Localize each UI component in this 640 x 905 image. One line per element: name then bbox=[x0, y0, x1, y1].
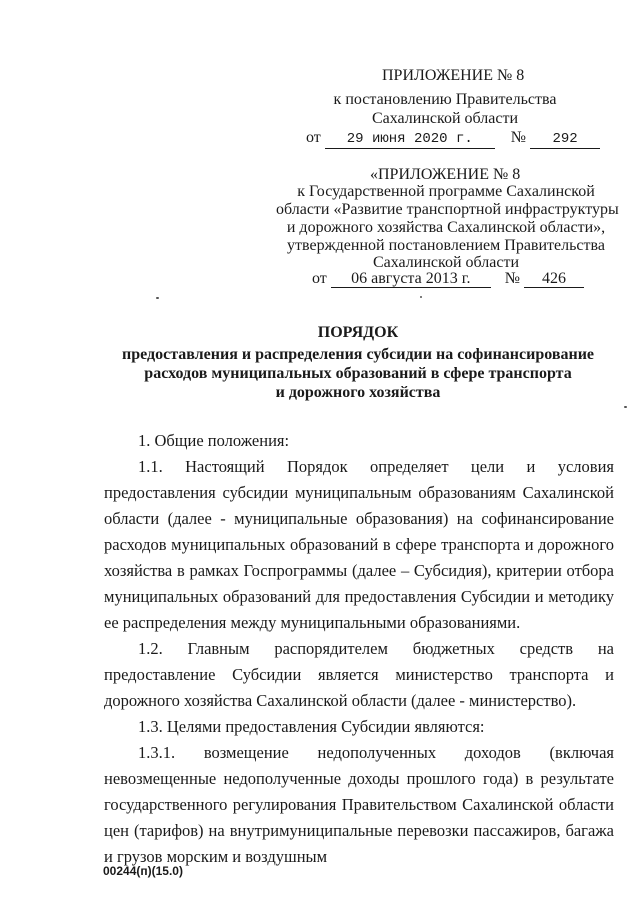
paragraph-1-2: 1.2. Главным распорядителем бюджетных средств на предоставление Субсидии является министерство транспорта и дорожного хозяйства Сахалинской области (далее - министерство). bbox=[104, 639, 614, 710]
document-code: 00244(п)(15.0) bbox=[103, 864, 183, 878]
section-heading: 1. Общие положения: bbox=[138, 431, 290, 450]
program-line-4: утвержденной постановлением Правительства bbox=[287, 237, 605, 254]
paragraph-1-3: 1.3. Целями предоставления Субсидии являются: bbox=[138, 717, 485, 736]
document-subtitle-2: расходов муниципальных образований в сфере транспорта bbox=[144, 365, 572, 382]
resolution-number: 292 bbox=[530, 131, 600, 149]
from-label: от bbox=[306, 129, 321, 146]
scan-speck bbox=[156, 297, 159, 299]
scan-speck bbox=[420, 296, 422, 298]
document-subtitle-1: предоставления и распределения субсидии на софинансирование bbox=[121, 346, 595, 363]
document-title: ПОРЯДОК bbox=[317, 324, 399, 341]
program-line-3: и дорожного хозяйства Сахалинской области», bbox=[286, 219, 606, 236]
resolution-date-row bbox=[306, 128, 600, 149]
resolution-line-2: Сахалинской области bbox=[371, 110, 519, 127]
appendix-title: ПРИЛОЖЕНИЕ № 8 bbox=[382, 67, 525, 84]
from-label-2: от bbox=[312, 270, 327, 287]
program-line-1: к Государственной программе Сахалинской bbox=[297, 183, 595, 200]
resolution-date: 29 июня 2020 г. bbox=[325, 131, 495, 149]
paragraph-1-1: 1.1. Настоящий Порядок определяет цели и условия предоставления субсидии муниципальным образованиям Сахалинской области (далее - муниципальные образования) на софинансирование расходов муниципальных образований в сфере транспорта и дорожного хозяйства в рамках Госпрограммы (далее – Субсидия), критерии отбора муниципальных образований для предоставления Субсидии и методику ее распределения между муниципальными образованиями. bbox=[104, 457, 614, 632]
number-label-2: № bbox=[504, 270, 521, 287]
program-number: 426 bbox=[524, 270, 584, 288]
resolution-line-1: к постановлению Правительства bbox=[333, 91, 557, 108]
program-date-row bbox=[312, 269, 584, 288]
program-date: 06 августа 2013 г. bbox=[331, 270, 491, 288]
paragraph-1-3-1: 1.3.1. возмещение недополученных доходов (включая невозмещенные недополученные доходы прошлого года) в результате государственного регулирования Правительством Сахалинской области цен (тарифов) на внутримуниципальные перевозки пассажиров, багажа и грузов морским и воздушным bbox=[104, 743, 614, 866]
document-subtitle-3: и дорожного хозяйства bbox=[275, 384, 441, 401]
program-line-5: Сахалинской области bbox=[372, 254, 520, 271]
number-label: № bbox=[510, 129, 527, 146]
program-appendix-title: «ПРИЛОЖЕНИЕ № 8 bbox=[370, 166, 521, 183]
program-line-2: области «Развитие транспортной инфраструктуры bbox=[276, 201, 619, 218]
scan-speck bbox=[624, 406, 627, 408]
